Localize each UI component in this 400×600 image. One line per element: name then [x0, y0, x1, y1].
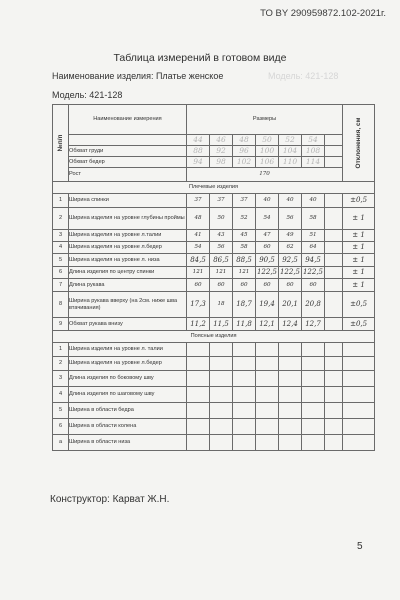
empty-cell: [187, 357, 210, 371]
body-measure-value: 102: [233, 157, 256, 168]
shoulder-row: [53, 254, 375, 267]
empty-cell: [325, 419, 343, 435]
empty-cell: [302, 387, 325, 403]
waist-row: [53, 403, 375, 419]
measure-value: 60: [279, 279, 302, 292]
empty-cell: [210, 371, 233, 387]
empty-cell: [302, 371, 325, 387]
measure-value: 17,3: [187, 292, 210, 318]
empty-cell: [325, 146, 343, 157]
measure-value: 18,7: [233, 292, 256, 318]
empty-cell: [343, 435, 375, 451]
row-number: 2: [53, 357, 69, 371]
size-cell: 44: [187, 135, 210, 146]
section-row: [53, 182, 375, 194]
body-measure-name: Обхват груди: [69, 146, 187, 157]
measure-value: 20,8: [302, 292, 325, 318]
empty-cell: [279, 403, 302, 419]
empty-cell: [233, 419, 256, 435]
shoulder-row: [53, 230, 375, 242]
row-number: 2: [53, 208, 69, 230]
empty-cell: [325, 254, 343, 267]
empty-cell: [325, 279, 343, 292]
row-number: 4: [53, 242, 69, 254]
measure-value: 54: [187, 242, 210, 254]
empty-cell: [187, 435, 210, 451]
shoulder-row: [53, 194, 375, 208]
empty-cell: [256, 343, 279, 357]
body-measure-value: 108: [302, 146, 325, 157]
header-deviation-cell: [343, 105, 375, 182]
measure-value: 122,5: [256, 267, 279, 279]
body-measure-value: 98: [210, 157, 233, 168]
section-title: Плечевые изделия: [53, 182, 375, 194]
tolerance-value: ± 1: [343, 208, 375, 230]
measure-value: 40: [256, 194, 279, 208]
empty-cell: [343, 371, 375, 387]
shoulder-row: [53, 267, 375, 279]
row-number: 1: [53, 194, 69, 208]
header-num-label: №п/п: [56, 134, 64, 152]
row-number: 6: [53, 419, 69, 435]
row-number: 8: [53, 292, 69, 318]
shoulder-row: [53, 292, 375, 318]
waist-row: [53, 357, 375, 371]
measure-value: 60: [256, 279, 279, 292]
empty-cell: [210, 403, 233, 419]
measure-value: 48: [187, 208, 210, 230]
empty-cell: [187, 343, 210, 357]
empty-cell: [325, 318, 343, 331]
row-number: 9: [53, 318, 69, 331]
measure-name: Ширина рукава вверху (на 2см. ниже шва втачивания): [69, 292, 187, 318]
measure-value: 90,5: [256, 254, 279, 267]
row-number: а: [53, 435, 69, 451]
body-measure-value: 106: [256, 157, 279, 168]
measure-value: 60: [187, 279, 210, 292]
shoulder-row: [53, 208, 375, 230]
empty-cell: [210, 435, 233, 451]
measure-value: 60: [233, 279, 256, 292]
empty-cell: [187, 403, 210, 419]
height-row: [53, 168, 375, 182]
empty-cell: [325, 343, 343, 357]
measure-value: 56: [279, 208, 302, 230]
measure-name: Длина изделия по боковому шву: [69, 371, 187, 387]
empty-cell: [256, 419, 279, 435]
body-measure-value: 96: [233, 146, 256, 157]
measure-value: 12,4: [279, 318, 302, 331]
empty-cell: [233, 343, 256, 357]
empty-cell: [256, 357, 279, 371]
measure-value: 64: [302, 242, 325, 254]
size-cell: 46: [210, 135, 233, 146]
table-body: [53, 105, 375, 451]
empty-cell: [325, 387, 343, 403]
tolerance-value: ± 1: [343, 254, 375, 267]
body-measure-value: 88: [187, 146, 210, 157]
measure-value: 11,5: [210, 318, 233, 331]
empty-cell: [302, 343, 325, 357]
size-cell: 54: [302, 135, 325, 146]
measure-value: 60: [302, 279, 325, 292]
row-number: 6: [53, 267, 69, 279]
sizes-label-cell: [69, 135, 187, 146]
measure-value: 50: [210, 208, 233, 230]
empty-cell: [325, 157, 343, 168]
empty-cell: [325, 435, 343, 451]
header-deviation-label: Отклонения, см: [354, 117, 362, 169]
header-name: Наименование измерения: [69, 105, 187, 135]
measure-value: 20,1: [279, 292, 302, 318]
measure-value: 11,2: [187, 318, 210, 331]
page-title: Таблица измерений в готовом виде: [113, 52, 287, 64]
empty-cell: [302, 403, 325, 419]
measure-value: 121: [210, 267, 233, 279]
row-number: 3: [53, 371, 69, 387]
body-measure-row: [53, 146, 375, 157]
measure-value: 40: [302, 194, 325, 208]
body-measure-row: [53, 157, 375, 168]
measure-value: 18: [210, 292, 233, 318]
empty-cell: [256, 387, 279, 403]
body-measure-value: 94: [187, 157, 210, 168]
measure-value: 122,5: [302, 267, 325, 279]
model-number: Модель: 421-128: [52, 90, 123, 100]
size-cell: 48: [233, 135, 256, 146]
document-code: ТО BY 290959872.102-2021г.: [260, 8, 386, 19]
measure-name: Обхват рукава внизу: [69, 318, 187, 331]
empty-cell: [279, 371, 302, 387]
section-row: [53, 331, 375, 343]
measure-value: 37: [187, 194, 210, 208]
measure-value: 121: [233, 267, 256, 279]
product-name: Наименование изделия: Платье женское: [52, 71, 224, 81]
empty-cell: [187, 371, 210, 387]
tolerance-value: ±0,5: [343, 194, 375, 208]
measure-name: Ширина изделия на уровне л. низа: [69, 254, 187, 267]
section-title: Поясные изделия: [53, 331, 375, 343]
measure-value: 58: [302, 208, 325, 230]
empty-cell: [325, 230, 343, 242]
measure-value: 11,8: [233, 318, 256, 331]
row-number: 1: [53, 343, 69, 357]
body-measure-value: 104: [279, 146, 302, 157]
empty-cell: [210, 387, 233, 403]
header-sizes: Размеры: [187, 105, 343, 135]
measure-value: 88,5: [233, 254, 256, 267]
measure-value: 37: [210, 194, 233, 208]
measure-value: 47: [256, 230, 279, 242]
empty-cell: [325, 194, 343, 208]
size-cell: 50: [256, 135, 279, 146]
empty-cell: [256, 403, 279, 419]
empty-cell: [279, 419, 302, 435]
tolerance-value: ±0,5: [343, 318, 375, 331]
empty-cell: [343, 387, 375, 403]
sizes-row: [53, 135, 375, 146]
measure-value: 40: [279, 194, 302, 208]
waist-row: [53, 435, 375, 451]
height-label: Рост: [69, 168, 187, 182]
empty-cell: [210, 343, 233, 357]
measure-value: 12,7: [302, 318, 325, 331]
empty-cell: [210, 357, 233, 371]
measure-name: Ширина в области колена: [69, 419, 187, 435]
empty-cell: [256, 371, 279, 387]
measure-value: 52: [233, 208, 256, 230]
row-number: 4: [53, 387, 69, 403]
measurements-table: [52, 104, 375, 451]
measure-value: 51: [302, 230, 325, 242]
empty-cell: [233, 435, 256, 451]
body-measure-value: 92: [210, 146, 233, 157]
empty-cell: [187, 387, 210, 403]
waist-row: [53, 343, 375, 357]
empty-cell: [343, 403, 375, 419]
measure-value: 84,5: [187, 254, 210, 267]
header-row: [53, 105, 375, 135]
measure-value: 56: [210, 242, 233, 254]
shoulder-row: [53, 279, 375, 292]
empty-cell: [325, 267, 343, 279]
measure-value: 37: [233, 194, 256, 208]
empty-cell: [325, 242, 343, 254]
body-measure-name: Обхват бедер: [69, 157, 187, 168]
measure-name: Ширина изделия на уровне л.бедер: [69, 242, 187, 254]
empty-cell: [279, 435, 302, 451]
measure-name: Длина рукава: [69, 279, 187, 292]
measure-value: 86,5: [210, 254, 233, 267]
measure-value: 60: [210, 279, 233, 292]
measure-name: Ширина в области низа: [69, 435, 187, 451]
empty-cell: [325, 292, 343, 318]
shoulder-row: [53, 242, 375, 254]
measure-value: 12,1: [256, 318, 279, 331]
body-measure-value: 114: [302, 157, 325, 168]
measure-name: Длина изделия по шаговому шву: [69, 387, 187, 403]
empty-cell: [233, 403, 256, 419]
empty-cell: [302, 419, 325, 435]
body-measure-value: 100: [256, 146, 279, 157]
measure-value: 45: [233, 230, 256, 242]
empty-cell: [279, 387, 302, 403]
measure-name: Ширина в области бедра: [69, 403, 187, 419]
measure-name: Ширина спинки: [69, 194, 187, 208]
empty-cell: [233, 357, 256, 371]
row-number: 5: [53, 254, 69, 267]
waist-row: [53, 419, 375, 435]
tolerance-value: ± 1: [343, 242, 375, 254]
page-number: 5: [357, 541, 363, 552]
measure-value: 49: [279, 230, 302, 242]
measure-value: 41: [187, 230, 210, 242]
empty-cell: [302, 435, 325, 451]
empty-cell: [233, 387, 256, 403]
tolerance-value: ± 1: [343, 267, 375, 279]
row-number: 3: [53, 230, 69, 242]
tolerance-value: ± 1: [343, 279, 375, 292]
measure-value: 94,5: [302, 254, 325, 267]
row-number: 5: [53, 403, 69, 419]
measure-value: 54: [256, 208, 279, 230]
measure-value: 43: [210, 230, 233, 242]
empty-cell: [256, 435, 279, 451]
tolerance-value: ± 1: [343, 230, 375, 242]
tolerance-value: ±0,5: [343, 292, 375, 318]
measure-value: 60: [256, 242, 279, 254]
empty-cell: [187, 419, 210, 435]
measure-value: 62: [279, 242, 302, 254]
measure-value: 92,5: [279, 254, 302, 267]
header-num-cell: [53, 105, 69, 182]
empty-cell: [279, 357, 302, 371]
empty-cell: [325, 371, 343, 387]
waist-row: [53, 387, 375, 403]
measure-name: Ширина изделия на уровне глубины проймы: [69, 208, 187, 230]
empty-cell: [325, 135, 343, 146]
measure-value: 121: [187, 267, 210, 279]
size-cell: 52: [279, 135, 302, 146]
empty-cell: [325, 403, 343, 419]
empty-cell: [210, 419, 233, 435]
empty-cell: [325, 208, 343, 230]
designer-signature-line: Конструктор: Карват Ж.Н.: [50, 494, 170, 505]
measure-name: Ширина изделия на уровне л.талии: [69, 230, 187, 242]
measure-value: 122,5: [279, 267, 302, 279]
measure-name: Ширина изделия на уровне л.бедер: [69, 357, 187, 371]
empty-cell: [279, 343, 302, 357]
empty-cell: [325, 357, 343, 371]
measure-value: 58: [233, 242, 256, 254]
shoulder-row: [53, 318, 375, 331]
empty-cell: [343, 357, 375, 371]
measure-name: Длина изделия по центру спинки: [69, 267, 187, 279]
row-number: 7: [53, 279, 69, 292]
empty-cell: [302, 357, 325, 371]
measure-value: 19,4: [256, 292, 279, 318]
empty-cell: [343, 419, 375, 435]
body-measure-value: 110: [279, 157, 302, 168]
height-value: 170: [187, 168, 343, 182]
empty-cell: [343, 343, 375, 357]
show-through-text: Модель: 421-128: [268, 71, 339, 81]
measure-name: Ширина изделия на уровне л. талии: [69, 343, 187, 357]
empty-cell: [233, 371, 256, 387]
waist-row: [53, 371, 375, 387]
